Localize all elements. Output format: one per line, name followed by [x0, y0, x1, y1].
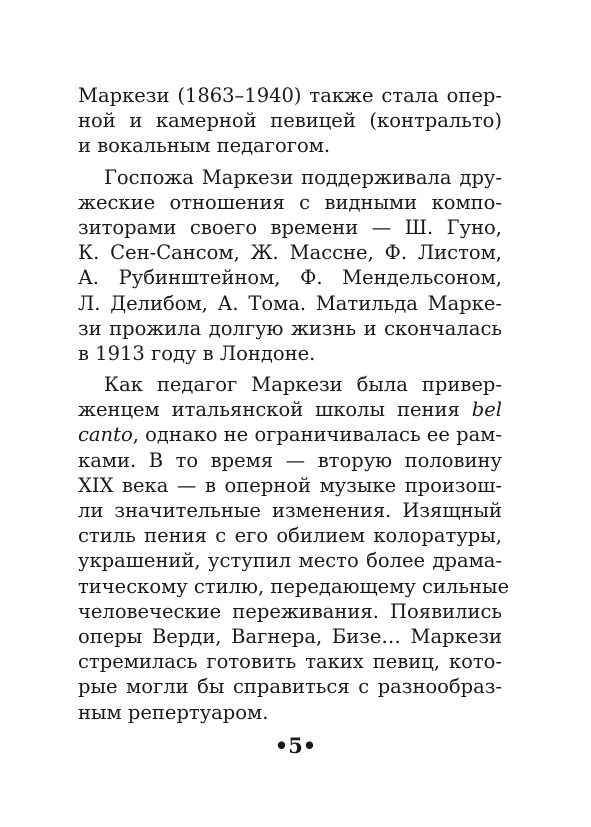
paragraph-1 [78, 83, 502, 159]
text-line [78, 422, 502, 447]
italic-term: bel [471, 398, 502, 422]
text-line: К. Сен-Сансом, Ж. Массне, Ф. Листом, [78, 241, 502, 265]
text-line: зи прожила долгую жизнь и скончалась [78, 316, 502, 340]
text-line: Маркези (1863–1940) также стала опер- [78, 84, 502, 107]
text-line [78, 397, 502, 422]
italic-term: canto [78, 423, 133, 447]
text-line: Как педагог Маркези была привер- [104, 373, 502, 397]
text-line: ной и камерной певицей (контральто) [78, 109, 502, 133]
text-line: Л. Делибом, А. Тома. Матильда Марке- [78, 291, 502, 315]
text-line: жеские отношения с видными компо- [78, 190, 502, 214]
text-line: Госпожа Маркези поддерживала дру- [104, 165, 502, 189]
text-line: человеческие переживания. Появились [78, 599, 502, 623]
text-line: украшений, уступил место более драма- [78, 549, 502, 573]
text-line: А. Рубинштейном, Ф. Мендельсоном, [78, 266, 502, 290]
paragraph-3 [78, 372, 510, 725]
text-line: стиль пения с его обилием колоратуры, [78, 524, 502, 548]
text-fragment: женцем итальянской школы пения [78, 398, 472, 422]
paragraph-2 [78, 165, 502, 367]
text-fragment: , однако не ограничивалась ее рам- [132, 423, 502, 447]
page-number: •5• [274, 733, 317, 758]
text-line: стремилась готовить таких певиц, кото- [78, 650, 502, 674]
text-line: XIX века — в оперной музыке произош- [78, 473, 502, 497]
text-line: в 1913 году в Лондоне. [78, 341, 316, 365]
body-text [78, 83, 510, 725]
text-line: рые могли бы справиться с разнообраз- [78, 675, 502, 699]
text-line: тическому стилю, передающему сильные [78, 574, 510, 598]
text-line: ным репертуаром. [78, 700, 269, 724]
text-line: и вокальным педагогом. [78, 134, 331, 158]
text-line: зиторами своего времени — Ш. Гуно, [78, 215, 502, 239]
text-line: оперы Верди, Вагнера, Бизе… Маркези [78, 624, 502, 648]
text-line: ли значительные изменения. Изящный [78, 499, 502, 522]
text-line: ками. В то время — вторую половину [78, 448, 502, 472]
